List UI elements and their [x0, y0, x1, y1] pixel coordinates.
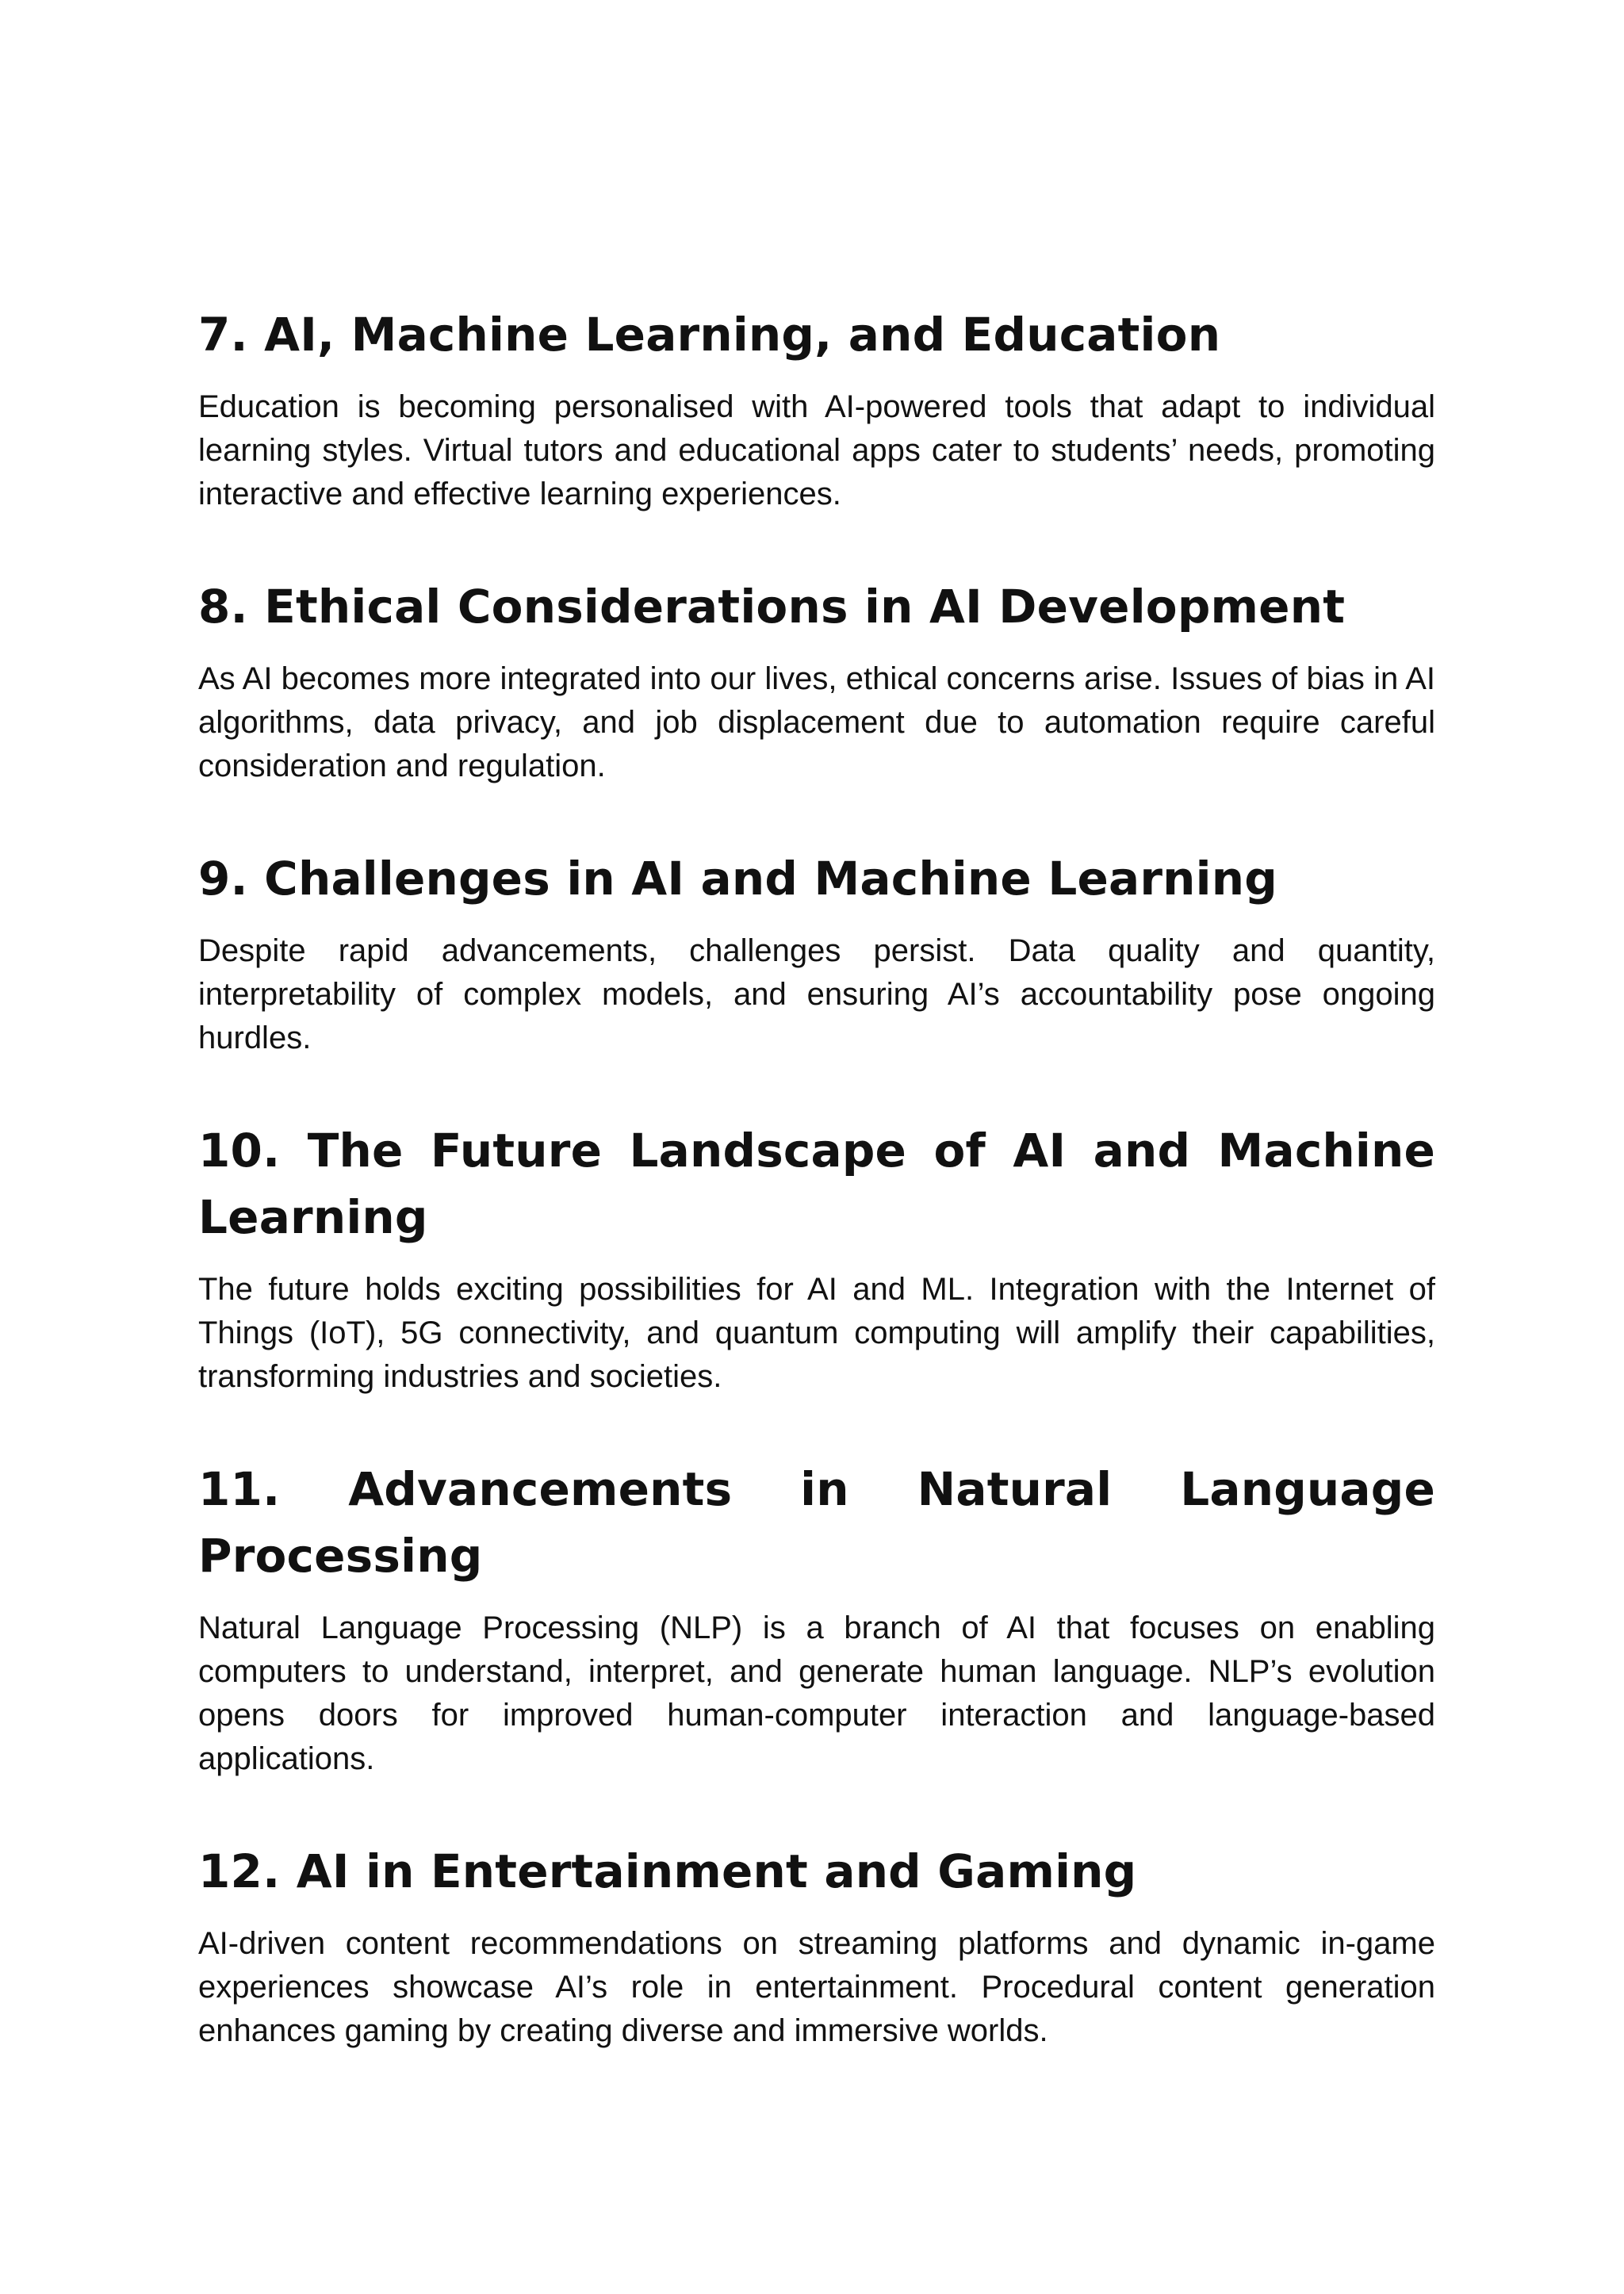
section-title: 11. Advancements in Natural Language Processing [198, 1462, 1435, 1583]
section-title: 7. AI, Machine Learning, and Education [198, 308, 1221, 362]
section-title: 8. Ethical Considerations in AI Development [198, 580, 1346, 634]
section-ai-education [198, 301, 1435, 516]
section-ethical-considerations [198, 573, 1435, 788]
section-challenges [198, 845, 1435, 1060]
section-body: Natural Language Processing (NLP) is a branch of AI that focuses on enabling computers to understand, interpret, and generate human language. NLP’s evolution opens doors for improved human-computer interaction and language-based applications. [198, 1610, 1435, 1776]
section-body: As AI becomes more integrated into our lives, ethical concerns arise. Issues of bias in AI algorithms, data privacy, and job displacement due to automation require careful consideration and regulation. [198, 661, 1435, 783]
section-body: Despite rapid advancements, challenges persist. Data quality and quantity, interpretability of complex models, and ensuring AI’s accountability pose ongoing hurdles. [198, 933, 1435, 1055]
section-body: The future holds exciting possibilities for AI and ML. Integration with the Internet of Things (IoT), 5G connectivity, and quantum computing will amplify their capabilities, transforming industries and societies. [198, 1272, 1435, 1394]
section-title: 12. AI in Entertainment and Gaming [198, 1844, 1137, 1898]
section-body: AI-driven content recommendations on streaming platforms and dynamic in-game experiences showcase AI’s role in entertainment. Procedural content generation enhances gaming by creating diverse and immersive worlds. [198, 1926, 1435, 2048]
section-title: 10. The Future Landscape of AI and Machine Learning [198, 1124, 1435, 1244]
section-entertainment-gaming [198, 1838, 1435, 2053]
section-title: 9. Challenges in AI and Machine Learning [198, 852, 1277, 906]
document-page [198, 301, 1435, 2110]
section-nlp-advancements [198, 1456, 1435, 1781]
section-body: Education is becoming personalised with AI-powered tools that adapt to individual learning styles. Virtual tutors and educational apps cater to students’ needs, promoting interactive and effective learning experiences. [198, 389, 1435, 511]
section-future-landscape [198, 1117, 1435, 1399]
